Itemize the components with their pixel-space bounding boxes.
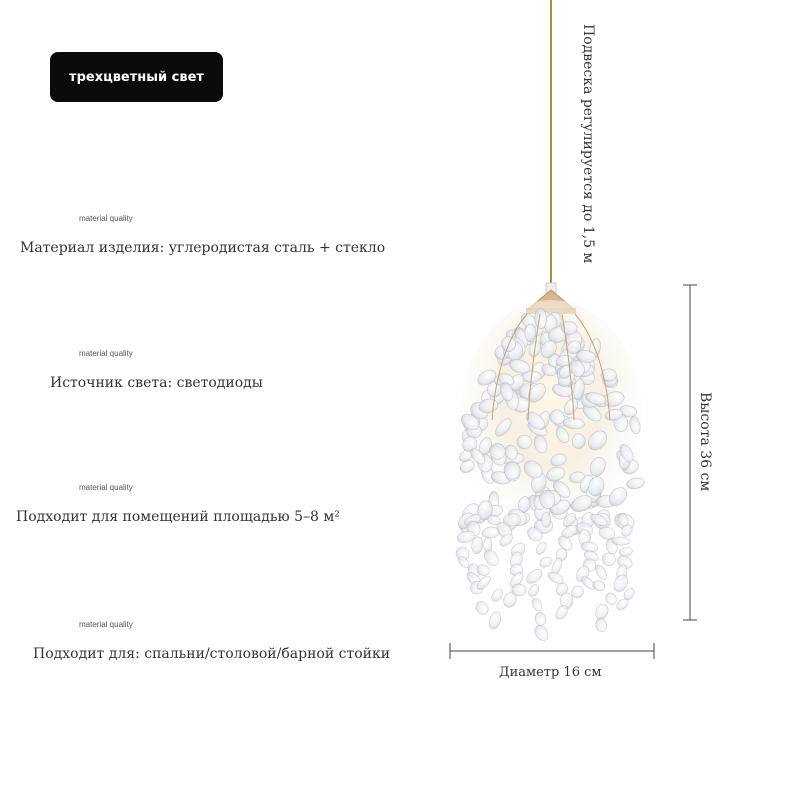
- crystal-petal: [538, 555, 553, 569]
- spec-rooms: Подходит для: спальни/столовой/барной стойки: [33, 646, 391, 662]
- crystal-petal: [489, 587, 504, 603]
- crystal-petal: [618, 546, 633, 558]
- crystal-petal: [530, 597, 543, 613]
- crystal-petal: [572, 434, 585, 449]
- diameter-label: Диаметр 16 см: [499, 665, 602, 680]
- spec-caption: material quality: [79, 483, 133, 492]
- height-dimension-line: [683, 285, 697, 620]
- cord-length-label: Подвеска регулируется до 1,5 м: [580, 24, 596, 264]
- badge-label: трехцветный свет: [69, 69, 204, 85]
- crystal-petal: [541, 512, 551, 527]
- crystal-petal: [487, 610, 503, 630]
- spec-light-source: Источник света: светодиоды: [50, 375, 263, 391]
- crystal-petal: [534, 540, 548, 556]
- spec-caption: material quality: [79, 620, 133, 629]
- spec-room-size: Подходит для помещений площадью 5–8 м²: [16, 509, 340, 525]
- crystal-petal: [591, 579, 606, 592]
- crystal-petal: [524, 567, 545, 586]
- crystal-petal: [594, 617, 608, 633]
- crystal-petal: [604, 591, 619, 607]
- spec-material: Материал изделия: углеродистая сталь + стекло: [20, 240, 386, 256]
- diameter-dimension-line: [450, 643, 654, 659]
- crystal-petal: [534, 611, 547, 626]
- crystal-petal: [474, 599, 491, 617]
- crystal-petal: [526, 583, 540, 599]
- height-label: Высота 36 см: [697, 392, 713, 492]
- spec-caption: material quality: [79, 349, 133, 358]
- crystal-petal: [532, 623, 550, 643]
- spec-caption: material quality: [79, 214, 133, 223]
